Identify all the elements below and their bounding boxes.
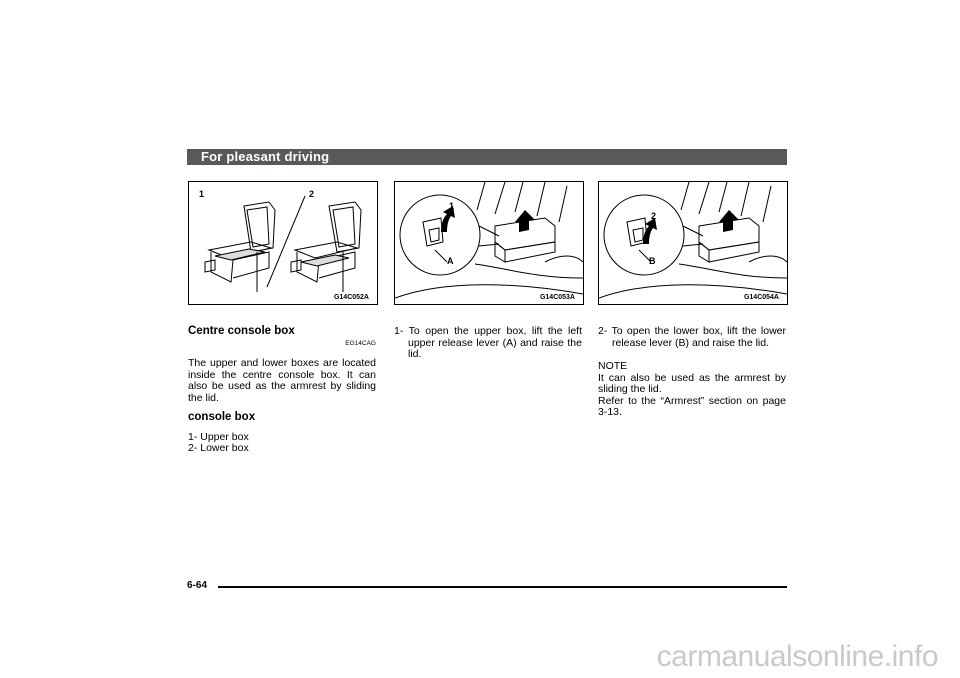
- figure-label-b: B: [649, 256, 656, 266]
- figure-console-boxes: [188, 181, 378, 305]
- section-header-title: For pleasant driving: [201, 149, 330, 164]
- list-item: 1- Upper box: [188, 430, 249, 443]
- step-upper-box: 1- To open the upper box, lift the left upper release lever (A) and raise the lid.: [394, 325, 582, 360]
- reference-code: EG14CAG: [345, 340, 376, 347]
- note-label: NOTE: [598, 360, 628, 372]
- list-item: 2- Lower box: [188, 442, 249, 454]
- figure-code: G14C053A: [539, 294, 575, 301]
- column-lower-box: [598, 326, 786, 419]
- note-line: Refer to the “Armrest” section on page 3-13.: [598, 394, 786, 418]
- figure-code: G14C054A: [743, 294, 779, 301]
- page-number: 6-64: [187, 580, 208, 591]
- figure-label-a: A: [447, 256, 454, 266]
- column-upper-box: [394, 326, 582, 361]
- subsection-title: console box: [188, 411, 256, 423]
- figure-upper-box-release: [394, 181, 584, 305]
- column-centre-console: [188, 326, 376, 455]
- section-title: Centre console box: [188, 325, 295, 337]
- figure-lower-box-release: [598, 181, 788, 305]
- figure-label-2: 2: [651, 211, 657, 221]
- console-boxes-illustration: [189, 182, 377, 304]
- footer-rule: [218, 586, 787, 588]
- figure-label-1: 1: [449, 201, 455, 211]
- note-line: It can also be used as the armrest by sliding the lid.: [598, 371, 786, 395]
- upper-box-release-illustration: [395, 182, 583, 304]
- intro-paragraph: The upper and lower boxes are located inside the centre console box. It can also be used as the armrest by sliding the lid.: [188, 357, 376, 404]
- watermark: carmanualsonline.info: [656, 640, 938, 673]
- step-lower-box: 2- To open the lower box, lift the lower release lever (B) and raise the lid.: [598, 325, 786, 349]
- lower-box-release-illustration: [599, 182, 787, 304]
- figure-label-1: 1: [199, 189, 205, 199]
- figure-code: G14C052A: [333, 294, 369, 301]
- section-header-bar: [187, 149, 787, 165]
- figure-label-2: 2: [309, 189, 315, 199]
